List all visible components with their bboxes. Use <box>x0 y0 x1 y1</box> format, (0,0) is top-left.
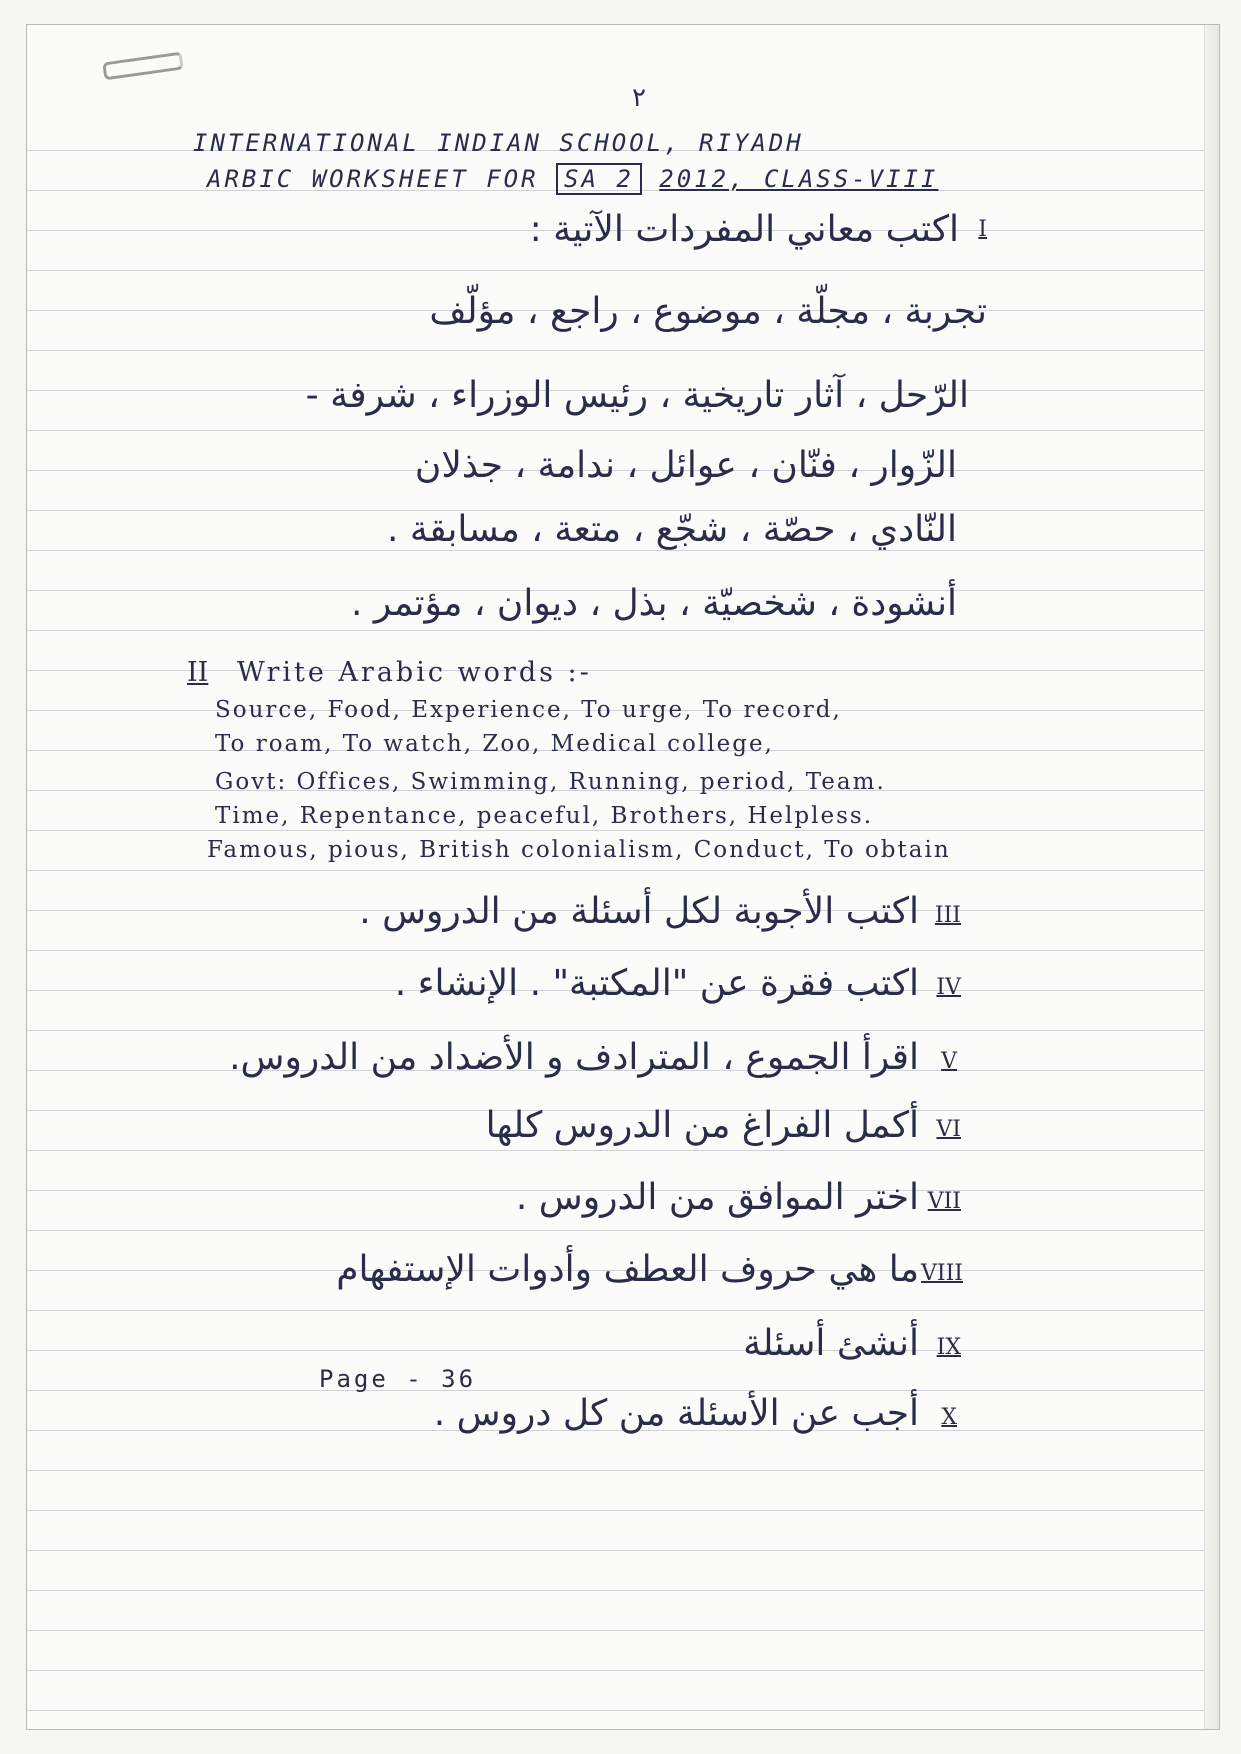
page-number-label: Page - 36 <box>319 1365 477 1393</box>
vocab-line-5: أنشودة ، شخصيّة ، بذل ، ديوان ، مؤتمر . <box>350 583 957 624</box>
question-numeral-vii: VII <box>927 1189 961 1214</box>
question-iv-text: اكتب فقرة عن "المكتبة" . الإنشاء . <box>394 963 919 1004</box>
question-numeral-viii: VIII <box>921 1261 963 1286</box>
question-viii-text: ما هي حروف العطف وأدوات الإستفهام <box>336 1249 919 1290</box>
question-ix-text: أنشئ أسئلة <box>743 1323 919 1364</box>
question-iii-text: اكتب الأجوبة لكل أسئلة من الدروس . <box>359 891 919 932</box>
question-v-text: اقرأ الجموع ، المترادف و الأضداد من الدروس. <box>229 1037 919 1078</box>
question-numeral-iv: IV <box>936 975 961 1000</box>
question-x-text: أجب عن الأسئلة من كل دروس . <box>433 1393 919 1434</box>
english-word-line-3: Govt: Offices, Swimming, Running, period, Team. <box>215 769 886 795</box>
term-box: SA 2 <box>556 163 642 195</box>
question-numeral-iii: III <box>934 903 961 928</box>
section-numeral-i: I <box>978 217 987 242</box>
section-i-instruction: اكتب معاني المفردات الآتية : <box>529 209 959 250</box>
vocab-line-4: النّادي ، حصّة ، شجّع ، متعة ، مسابقة . <box>387 509 957 550</box>
english-word-line-2: To roam, To watch, Zoo, Medical college, <box>215 731 774 757</box>
question-numeral-vi: VI <box>936 1117 961 1142</box>
question-vii-text: اختر الموافق من الدروس . <box>515 1177 919 1218</box>
section-numeral-ii: II <box>187 657 209 688</box>
page-fold-edge <box>1204 25 1219 1729</box>
worksheet-page <box>26 24 1220 1730</box>
english-word-line-5: Famous, pious, British colonialism, Conduct, To obtain <box>207 837 951 863</box>
english-word-line-4: Time, Repentance, peaceful, Brothers, Helpless. <box>215 803 874 829</box>
vocab-line-1: تجربة ، مجلّة ، موضوع ، راجع ، مؤلّف <box>429 291 987 332</box>
vocab-line-2: الرّحل ، آثار تاريخية ، رئيس الوزراء ، شرفة - <box>305 375 969 416</box>
page-mark: ٢ <box>632 83 646 113</box>
question-numeral-v: V <box>941 1049 957 1074</box>
worksheet-prefix: ARBIC WORKSHEET FOR <box>207 165 539 193</box>
school-name: INTERNATIONAL INDIAN SCHOOL, RIYADH <box>193 129 804 157</box>
question-vi-text: أكمل الفراغ من الدروس كلها <box>485 1105 919 1146</box>
vocab-line-3: الزّوار ، فنّان ، عوائل ، ندامة ، جذلان <box>414 445 957 486</box>
english-word-line-1: Source, Food, Experience, To urge, To record, <box>215 697 842 723</box>
question-numeral-x: X <box>941 1405 957 1430</box>
section-ii-heading <box>187 657 592 688</box>
worksheet-title <box>207 165 938 193</box>
staple-icon <box>102 52 184 81</box>
year-class: 2012, CLASS-VIII <box>659 165 939 193</box>
question-numeral-ix: IX <box>936 1335 961 1360</box>
section-ii-instruction: Write Arabic words :- <box>236 657 592 688</box>
